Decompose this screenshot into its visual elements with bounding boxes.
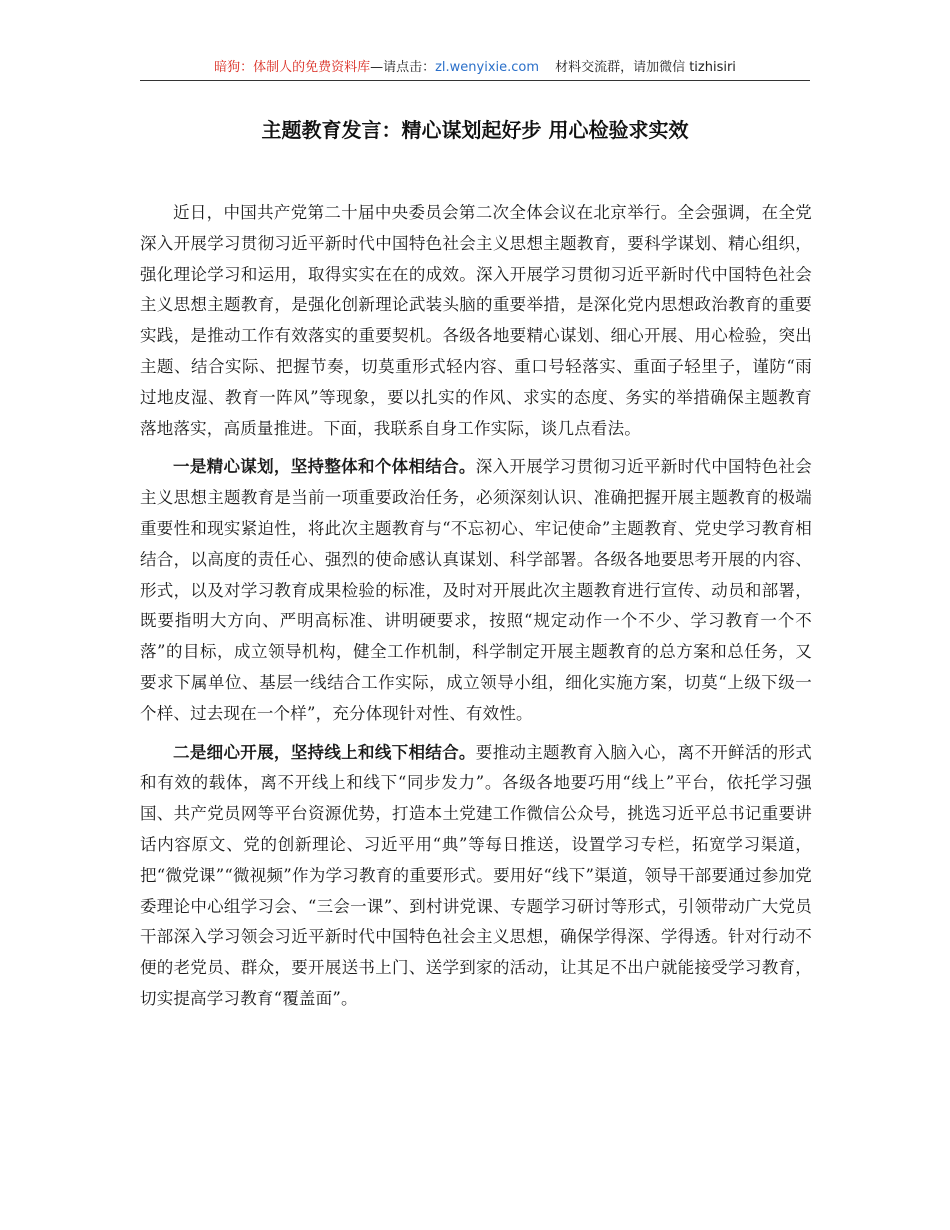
paragraph-text: 近日，中国共产党第二十届中央委员会第二次全体会议在北京举行。全会强调，在全党深入开展学习贯彻习近平新时代中国特色社会主义思想主题教育，要科学谋划、精心组织，强化理论学习和运用，取得实实在在的成效。深入开展学习贯彻习近平新时代中国特色社会主义思想主题教育，是强化创新理论武装头脑的重要举措，是深化党内思想政治教育的重要实践，是推动工作有效落实的重要契机。各级各地要精心谋划、细心开展、用心检验，突出主题、结合实际、把握节奏，切莫重形式轻内容、重口号轻落实、重面子轻里子，谨防“雨过地皮湿、教育一阵风”等现象，要以扎实的作风、求实的态度、务实的举措确保主题教育落地落实，高质量推进。下面，我联系自身工作实际，谈几点看法。 (140, 203, 812, 438)
paragraph-lead: 二是细心开展，坚持线上和线下相结合。 (173, 742, 476, 762)
document-body (140, 198, 812, 1023)
paragraph-point-two (140, 738, 812, 1015)
paragraph-intro (140, 198, 812, 444)
header-wechat-note: 材料交流群，请加微信 tizhisiri (555, 60, 736, 75)
paragraph-lead: 一是精心谋划，坚持整体和个体相结合。 (173, 457, 476, 477)
header-prompt: —请点击： (370, 60, 436, 75)
header-brand: 暗狗：体制人的免费资料库 (214, 60, 371, 75)
paragraph-text: 深入开展学习贯彻习近平新时代中国特色社会主义思想主题教育是当前一项重要政治任务，必须深刻认识、准确把握开展主题教育的极端重要性和现实紧迫性，将此次主题教育与“不忘初心、牢记使命”主题教育、党史学习教育相结合，以高度的责任心、强烈的使命感认真谋划、科学部署。各级各地要思考开展的内容、形式，以及对学习教育成果检验的标准，及时对开展此次主题教育进行宣传、动员和部署，既要指明大方向、严明高标准、讲明硬要求，按照“规定动作一个不少、学习教育一个不落”的目标，成立领导机构，健全工作机制，科学制定开展主题教育的总方案和总任务，又要求下属单位、基层一线结合工作实际，成立领导小组，细化实施方案，切莫“上级下级一个样、过去现在一个样”，充分体现针对性、有效性。 (140, 457, 813, 723)
paragraph-text: 要推动主题教育入脑入心，离不开鲜活的形式和有效的载体，离不开线上和线下“同步发力”。各级各地要巧用“线上”平台，依托学习强国、共产党员网等平台资源优势，打造本土党建工作微信公众号，挑选习近平总书记重要讲话内容原文、党的创新理论、习近平用“典”等每日推送，设置学习专栏，拓宽学习渠道，把“微党课”“微视频”作为学习教育的重要形式。要用好“线下”渠道，领导干部要通过参加党委理论中心组学习会、“三会一课”、到村讲党课、专题学习研讨等形式，引领带动广大党员干部深入学习领会习近平新时代中国特色社会主义思想，确保学得深、学得透。针对行动不便的老党员、群众，要开展送书上门、送学到家的活动，让其足不出户就能接受学习教育，切实提高学习教育“覆盖面”。 (140, 742, 813, 1008)
page-header (140, 58, 810, 81)
document-title: 主题教育发言：精心谋划起好步 用心检验求实效 (261, 118, 689, 142)
header-url-link[interactable]: zl.wenyixie.com (435, 60, 540, 75)
paragraph-point-one (140, 452, 812, 729)
